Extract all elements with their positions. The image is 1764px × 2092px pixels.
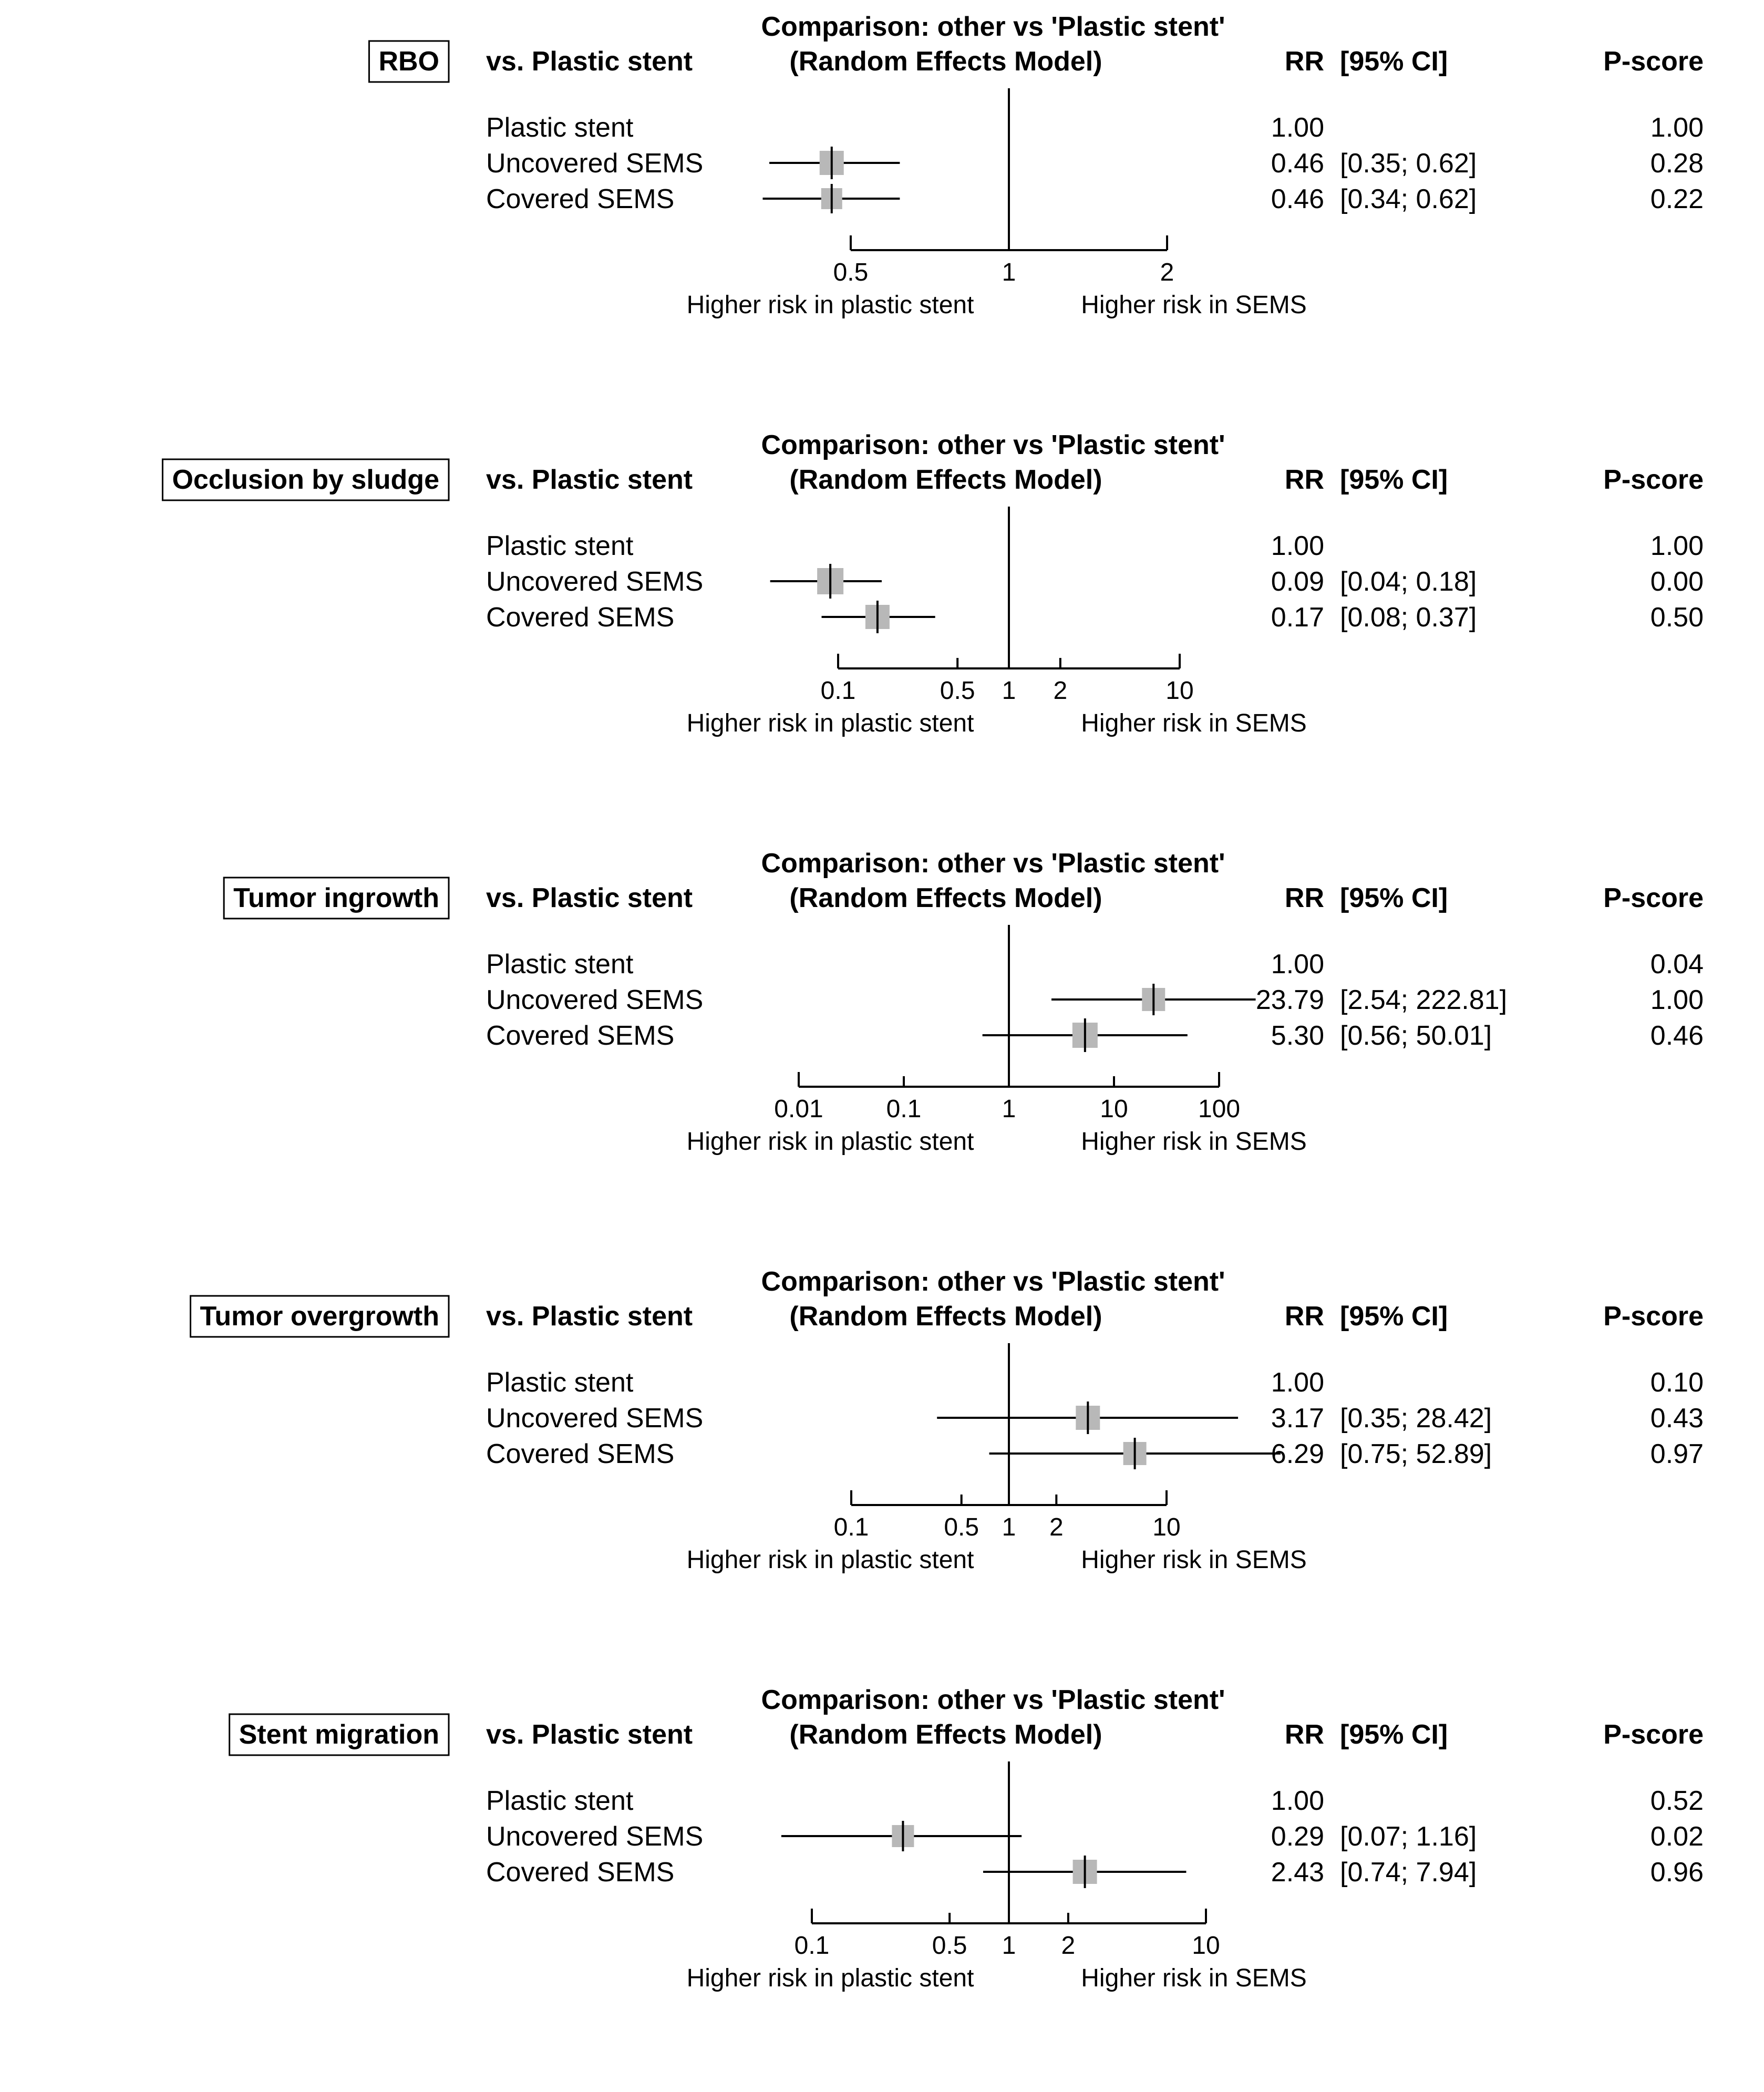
column-header-rr: RR [1284,1301,1324,1332]
panel-outcome-label: Tumor ingrowth [233,883,439,913]
pscore-value: 0.97 [1650,1439,1704,1469]
rr-value: 3.17 [1271,1403,1324,1434]
rr-value: 6.29 [1271,1439,1324,1469]
pscore-value: 1.00 [1650,985,1704,1015]
panel-title: Comparison: other vs 'Plastic stent' [761,1685,1225,1715]
column-header-ci: [95% CI] [1340,46,1448,77]
row-label: Plastic stent [486,531,634,561]
footer-left: Higher risk in plastic stent [686,291,974,319]
panel-subtitle: (Random Effects Model) [789,1301,1102,1332]
column-header-rr: RR [1284,465,1324,495]
column-header-pscore: P-score [1603,465,1704,495]
x-tick-label: 0.5 [944,1513,979,1541]
row-label: Uncovered SEMS [486,1821,704,1852]
pscore-value: 0.00 [1650,566,1704,597]
x-tick-label: 0.01 [774,1095,823,1123]
ci-value: [0.07; 1.16] [1340,1821,1477,1852]
footer-right: Higher risk in SEMS [1081,291,1307,319]
pscore-value: 1.00 [1650,531,1704,561]
x-tick-label: 1 [1002,1932,1016,1960]
column-header-ci: [95% CI] [1340,1719,1448,1750]
ci-value: [0.04; 0.18] [1340,566,1477,597]
rr-value: 0.46 [1271,148,1324,179]
pscore-value: 0.96 [1650,1857,1704,1888]
x-tick-label: 0.1 [886,1095,922,1123]
forest-panel-tumor-overgrowth [0,1263,1764,1589]
rr-value: 1.00 [1271,531,1324,561]
footer-right: Higher risk in SEMS [1081,709,1307,737]
x-tick-label: 0.1 [820,677,856,705]
ci-value: [2.54; 222.81] [1340,985,1508,1015]
ci-value: [0.35; 0.62] [1340,148,1477,179]
column-header-pscore: P-score [1603,1301,1704,1332]
column-header-rr: RR [1284,46,1324,77]
pscore-value: 0.22 [1650,184,1704,214]
x-tick-label: 2 [1160,259,1174,286]
row-label: Covered SEMS [486,1021,675,1051]
rr-value: 5.30 [1271,1021,1324,1051]
panel-title: Comparison: other vs 'Plastic stent' [761,12,1225,42]
column-header-pscore: P-score [1603,46,1704,77]
rr-value: 1.00 [1271,949,1324,980]
x-tick-label: 10 [1152,1513,1181,1541]
panel-outcome-label: Tumor overgrowth [200,1301,439,1332]
column-header-pscore: P-score [1603,883,1704,913]
row-label: Uncovered SEMS [486,148,704,179]
x-tick-label: 0.1 [794,1932,830,1960]
column-header-comparator: vs. Plastic stent [486,1301,693,1332]
column-header-pscore: P-score [1603,1719,1704,1750]
column-header-rr: RR [1284,1719,1324,1750]
footer-left: Higher risk in plastic stent [686,1128,974,1156]
rr-value: 0.09 [1271,566,1324,597]
x-tick-label: 100 [1198,1095,1241,1123]
pscore-value: 0.52 [1650,1786,1704,1816]
rr-value: 23.79 [1255,985,1324,1015]
pscore-value: 0.46 [1650,1021,1704,1051]
row-label: Uncovered SEMS [486,985,704,1015]
column-header-ci: [95% CI] [1340,1301,1448,1332]
row-label: Uncovered SEMS [486,1403,704,1434]
x-tick-label: 10 [1165,677,1194,705]
column-header-comparator: vs. Plastic stent [486,465,693,495]
column-header-rr: RR [1284,883,1324,913]
rr-value: 1.00 [1271,112,1324,143]
forest-panel-occlusion-by-sludge [0,427,1764,753]
row-label: Uncovered SEMS [486,566,704,597]
pscore-value: 0.02 [1650,1821,1704,1852]
panel-subtitle: (Random Effects Model) [789,465,1102,495]
rr-value: 1.00 [1271,1367,1324,1398]
x-tick-label: 1 [1002,677,1016,705]
panel-outcome-label: Stent migration [239,1719,439,1750]
footer-left: Higher risk in plastic stent [686,1964,974,1992]
x-tick-label: 0.5 [932,1932,967,1960]
row-label: Covered SEMS [486,602,675,633]
footer-right: Higher risk in SEMS [1081,1964,1307,1992]
ci-value: [0.56; 50.01] [1340,1021,1492,1051]
ci-value: [0.08; 0.37] [1340,602,1477,633]
rr-value: 1.00 [1271,1786,1324,1816]
x-tick-label: 2 [1061,1932,1076,1960]
row-label: Covered SEMS [486,1439,675,1469]
column-header-comparator: vs. Plastic stent [486,883,693,913]
pscore-value: 0.50 [1650,602,1704,633]
column-header-ci: [95% CI] [1340,883,1448,913]
ci-value: [0.74; 7.94] [1340,1857,1477,1888]
x-tick-label: 2 [1053,677,1068,705]
rr-value: 2.43 [1271,1857,1324,1888]
row-label: Covered SEMS [486,1857,675,1888]
rr-value: 0.29 [1271,1821,1324,1852]
row-label: Plastic stent [486,949,634,980]
pscore-value: 1.00 [1650,112,1704,143]
ci-value: [0.75; 52.89] [1340,1439,1492,1469]
panel-outcome-label: RBO [378,46,439,77]
pscore-value: 0.04 [1650,949,1704,980]
footer-left: Higher risk in plastic stent [686,709,974,737]
x-tick-label: 2 [1049,1513,1064,1541]
row-label: Plastic stent [486,112,634,143]
pscore-value: 0.28 [1650,148,1704,179]
x-tick-label: 0.1 [833,1513,869,1541]
rr-value: 0.46 [1271,184,1324,214]
forest-panel-stent-migration [0,1682,1764,2007]
x-tick-label: 1 [1002,1095,1016,1123]
panel-title: Comparison: other vs 'Plastic stent' [761,848,1225,879]
x-tick-label: 10 [1192,1932,1220,1960]
panel-subtitle: (Random Effects Model) [789,46,1102,77]
forest-panel-tumor-ingrowth [0,845,1764,1171]
x-tick-label: 1 [1002,259,1016,286]
row-label: Plastic stent [486,1367,634,1398]
panel-subtitle: (Random Effects Model) [789,1719,1102,1750]
ci-value: [0.35; 28.42] [1340,1403,1492,1434]
x-tick-label: 1 [1002,1513,1016,1541]
footer-left: Higher risk in plastic stent [686,1546,974,1574]
footer-right: Higher risk in SEMS [1081,1546,1307,1574]
pscore-value: 0.10 [1650,1367,1704,1398]
footer-right: Higher risk in SEMS [1081,1128,1307,1156]
x-tick-label: 10 [1100,1095,1128,1123]
column-header-ci: [95% CI] [1340,465,1448,495]
x-tick-label: 0.5 [833,259,869,286]
panel-outcome-label: Occlusion by sludge [172,465,439,495]
row-label: Covered SEMS [486,184,675,214]
column-header-comparator: vs. Plastic stent [486,46,693,77]
panel-subtitle: (Random Effects Model) [789,883,1102,913]
ci-value: [0.34; 0.62] [1340,184,1477,214]
panel-title: Comparison: other vs 'Plastic stent' [761,430,1225,460]
rr-value: 0.17 [1271,602,1324,633]
pscore-value: 0.43 [1650,1403,1704,1434]
panel-title: Comparison: other vs 'Plastic stent' [761,1266,1225,1297]
forest-panel-rbo [0,8,1764,334]
column-header-comparator: vs. Plastic stent [486,1719,693,1750]
x-tick-label: 0.5 [940,677,975,705]
row-label: Plastic stent [486,1786,634,1816]
